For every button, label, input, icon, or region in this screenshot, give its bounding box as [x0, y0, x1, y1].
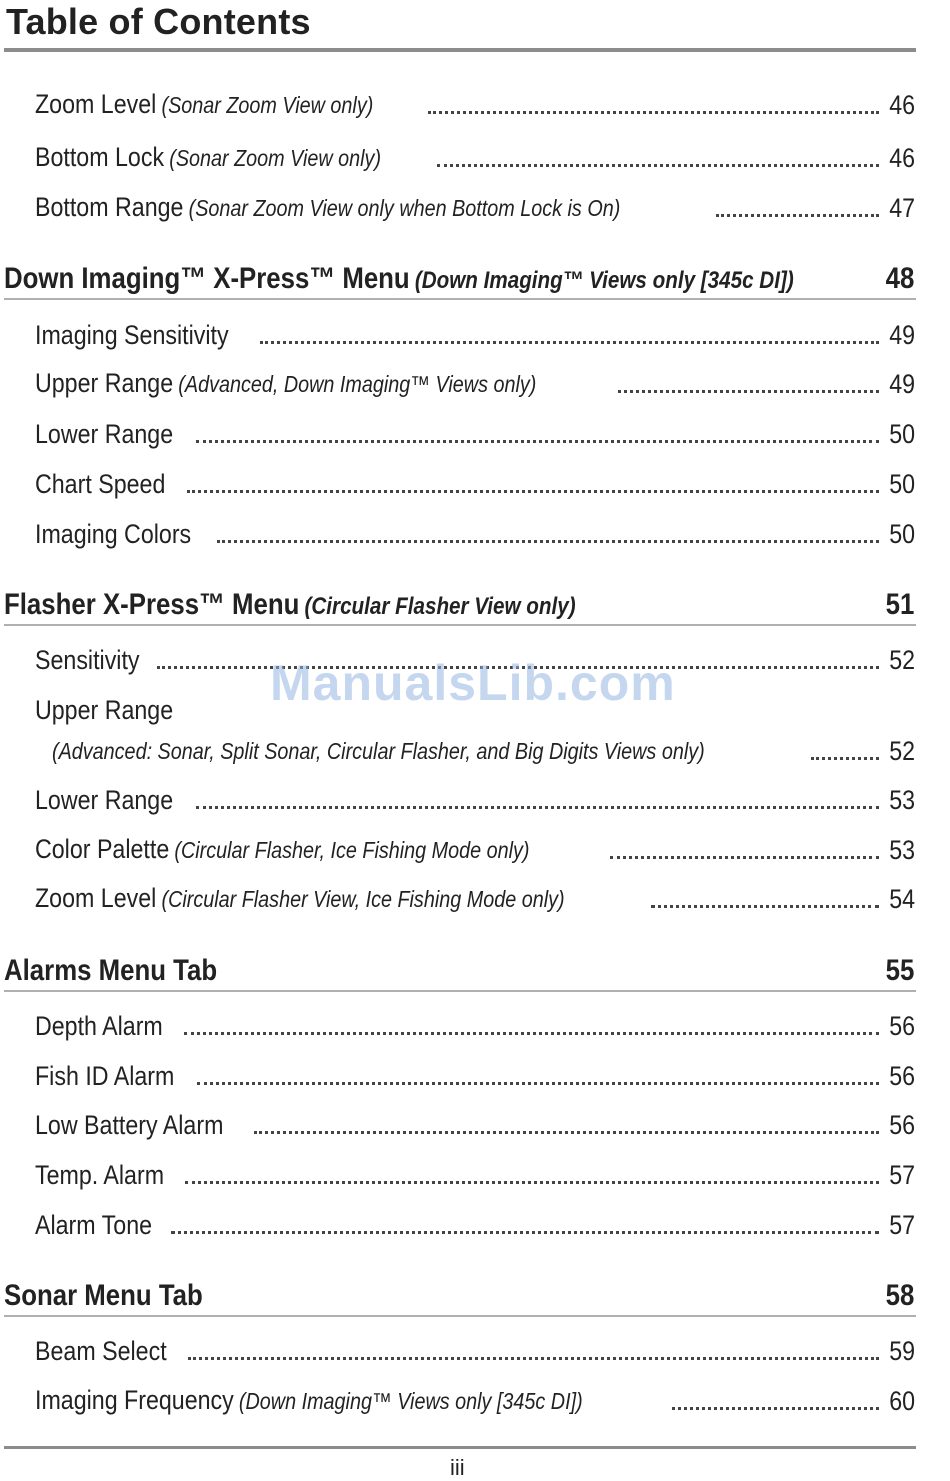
toc-entry[interactable]: [35, 88, 915, 122]
entry-page: 54: [889, 884, 915, 914]
entry-label: Upper Range: [35, 368, 174, 398]
entry-page: 56: [889, 1011, 915, 1041]
entry-label: Bottom Range: [35, 192, 184, 222]
entry-label: Lower Range: [35, 419, 174, 449]
section-title: Alarms Menu Tab: [4, 954, 218, 987]
dot-leader: [716, 214, 879, 217]
toc-entry[interactable]: [35, 367, 915, 401]
entry-page: 49: [889, 320, 915, 350]
entry-page: 52: [889, 736, 915, 766]
section-heading[interactable]: [4, 590, 916, 626]
entry-label: Depth Alarm: [35, 1011, 163, 1041]
entry-label: Lower Range: [35, 785, 174, 815]
dot-leader: [185, 1181, 879, 1184]
entry-page: 46: [889, 143, 915, 173]
entry-label: Color Palette: [35, 834, 170, 864]
section-rule: [4, 624, 916, 626]
section-heading[interactable]: [4, 1281, 916, 1317]
footer-rule: [4, 1446, 916, 1449]
entry-page: 50: [889, 419, 915, 449]
toc-entry[interactable]: [35, 417, 915, 451]
dot-leader: [260, 341, 879, 344]
section-rule: [4, 1315, 916, 1317]
toc-entry[interactable]: [35, 1208, 915, 1242]
dot-leader: [651, 905, 879, 908]
entry-page: 50: [889, 469, 915, 499]
dot-leader: [610, 856, 879, 859]
entry-page: 46: [889, 90, 915, 120]
section-page: 48: [885, 262, 914, 295]
section-title: Down Imaging™ X-Press™ Menu: [4, 262, 410, 295]
toc-entry[interactable]: [35, 833, 915, 867]
toc-entry[interactable]: [35, 882, 915, 916]
toc-entry[interactable]: [35, 1059, 915, 1093]
entry-note: (Sonar Zoom View only when Bottom Lock is On): [188, 195, 621, 221]
entry-label: Bottom Lock: [35, 142, 165, 172]
entry-label: Imaging Colors: [35, 519, 192, 549]
dot-leader: [197, 1082, 879, 1085]
entry-page: 60: [889, 1386, 915, 1416]
toc-entry[interactable]: [35, 1384, 915, 1418]
toc-entry[interactable]: [35, 1108, 915, 1142]
entry-page: 47: [889, 193, 915, 223]
section-heading[interactable]: [4, 264, 916, 300]
section-page: 58: [885, 1279, 914, 1312]
dot-leader: [188, 1357, 879, 1360]
entry-page: 57: [889, 1210, 915, 1240]
dot-leader: [196, 806, 879, 809]
dot-leader: [184, 1032, 879, 1035]
entry-note: (Sonar Zoom View only): [161, 92, 374, 118]
entry-label[interactable]: Upper Range: [35, 695, 174, 725]
entry-label: Imaging Sensitivity: [35, 320, 229, 350]
toc-entry[interactable]: [35, 1334, 915, 1368]
entry-page: 53: [889, 835, 915, 865]
toc-entry[interactable]: [35, 783, 915, 817]
entry-page: 59: [889, 1336, 915, 1366]
section-note: (Circular Flasher View only): [304, 593, 576, 620]
toc-entry[interactable]: [35, 318, 915, 352]
entry-label: Sensitivity: [35, 645, 140, 675]
dot-leader: [437, 164, 879, 167]
toc-entry[interactable]: [35, 467, 915, 501]
section-rule: [4, 990, 916, 992]
entry-label: Alarm Tone: [35, 1210, 153, 1240]
entry-note: (Advanced: Sonar, Split Sonar, Circular Flasher, and Big Digits Views only): [52, 738, 705, 764]
entry-label: Beam Select: [35, 1336, 167, 1366]
entry-label: Zoom Level: [35, 89, 157, 119]
title-rule: [4, 48, 916, 52]
entry-note: (Sonar Zoom View only): [169, 145, 382, 171]
entry-note: (Advanced, Down Imaging™ Views only): [178, 371, 537, 397]
toc-entry[interactable]: [35, 141, 915, 175]
section-note: (Down Imaging™ Views only [345c DI]): [414, 267, 794, 294]
dot-leader: [187, 490, 879, 493]
dot-leader: [428, 111, 879, 114]
dot-leader: [618, 390, 879, 393]
dot-leader: [672, 1407, 879, 1410]
dot-leader: [811, 757, 879, 760]
watermark: ManualsLib.com: [270, 655, 676, 711]
section-rule: [4, 298, 916, 300]
entry-label: Temp. Alarm: [35, 1160, 165, 1190]
toc-entry[interactable]: [35, 517, 915, 551]
toc-entry[interactable]: [35, 1158, 915, 1192]
entry-note: (Down Imaging™ Views only [345c DI]): [238, 1388, 583, 1414]
section-page: 51: [885, 588, 914, 621]
footer-page-number: iii: [450, 1455, 465, 1480]
toc-entry[interactable]: [35, 1009, 915, 1043]
section-heading[interactable]: [4, 956, 916, 992]
section-title: Flasher X-Press™ Menu: [4, 588, 300, 621]
page-title: Table of Contents: [6, 1, 311, 42]
entry-page: 52: [889, 645, 915, 675]
entry-label: Chart Speed: [35, 469, 166, 499]
entry-page: 53: [889, 785, 915, 815]
entry-page: 57: [889, 1160, 915, 1190]
dot-leader: [254, 1131, 879, 1134]
dot-leader: [196, 440, 879, 443]
dot-leader: [171, 1231, 879, 1234]
entry-label: Fish ID Alarm: [35, 1061, 175, 1091]
entry-note: (Circular Flasher View, Ice Fishing Mode only): [161, 886, 565, 912]
entry-label: Imaging Frequency: [35, 1385, 234, 1415]
entry-label: Low Battery Alarm: [35, 1110, 224, 1140]
toc-entry[interactable]: [35, 191, 915, 225]
entry-page: 50: [889, 519, 915, 549]
entry-page: 49: [889, 369, 915, 399]
section-page: 55: [885, 954, 914, 987]
section-title: Sonar Menu Tab: [4, 1279, 203, 1312]
entry-note: (Circular Flasher, Ice Fishing Mode only): [174, 837, 530, 863]
entry-page: 56: [889, 1061, 915, 1091]
toc-entry[interactable]: [52, 734, 915, 768]
entry-page: 56: [889, 1110, 915, 1140]
dot-leader: [217, 540, 879, 543]
entry-label: Zoom Level: [35, 883, 157, 913]
